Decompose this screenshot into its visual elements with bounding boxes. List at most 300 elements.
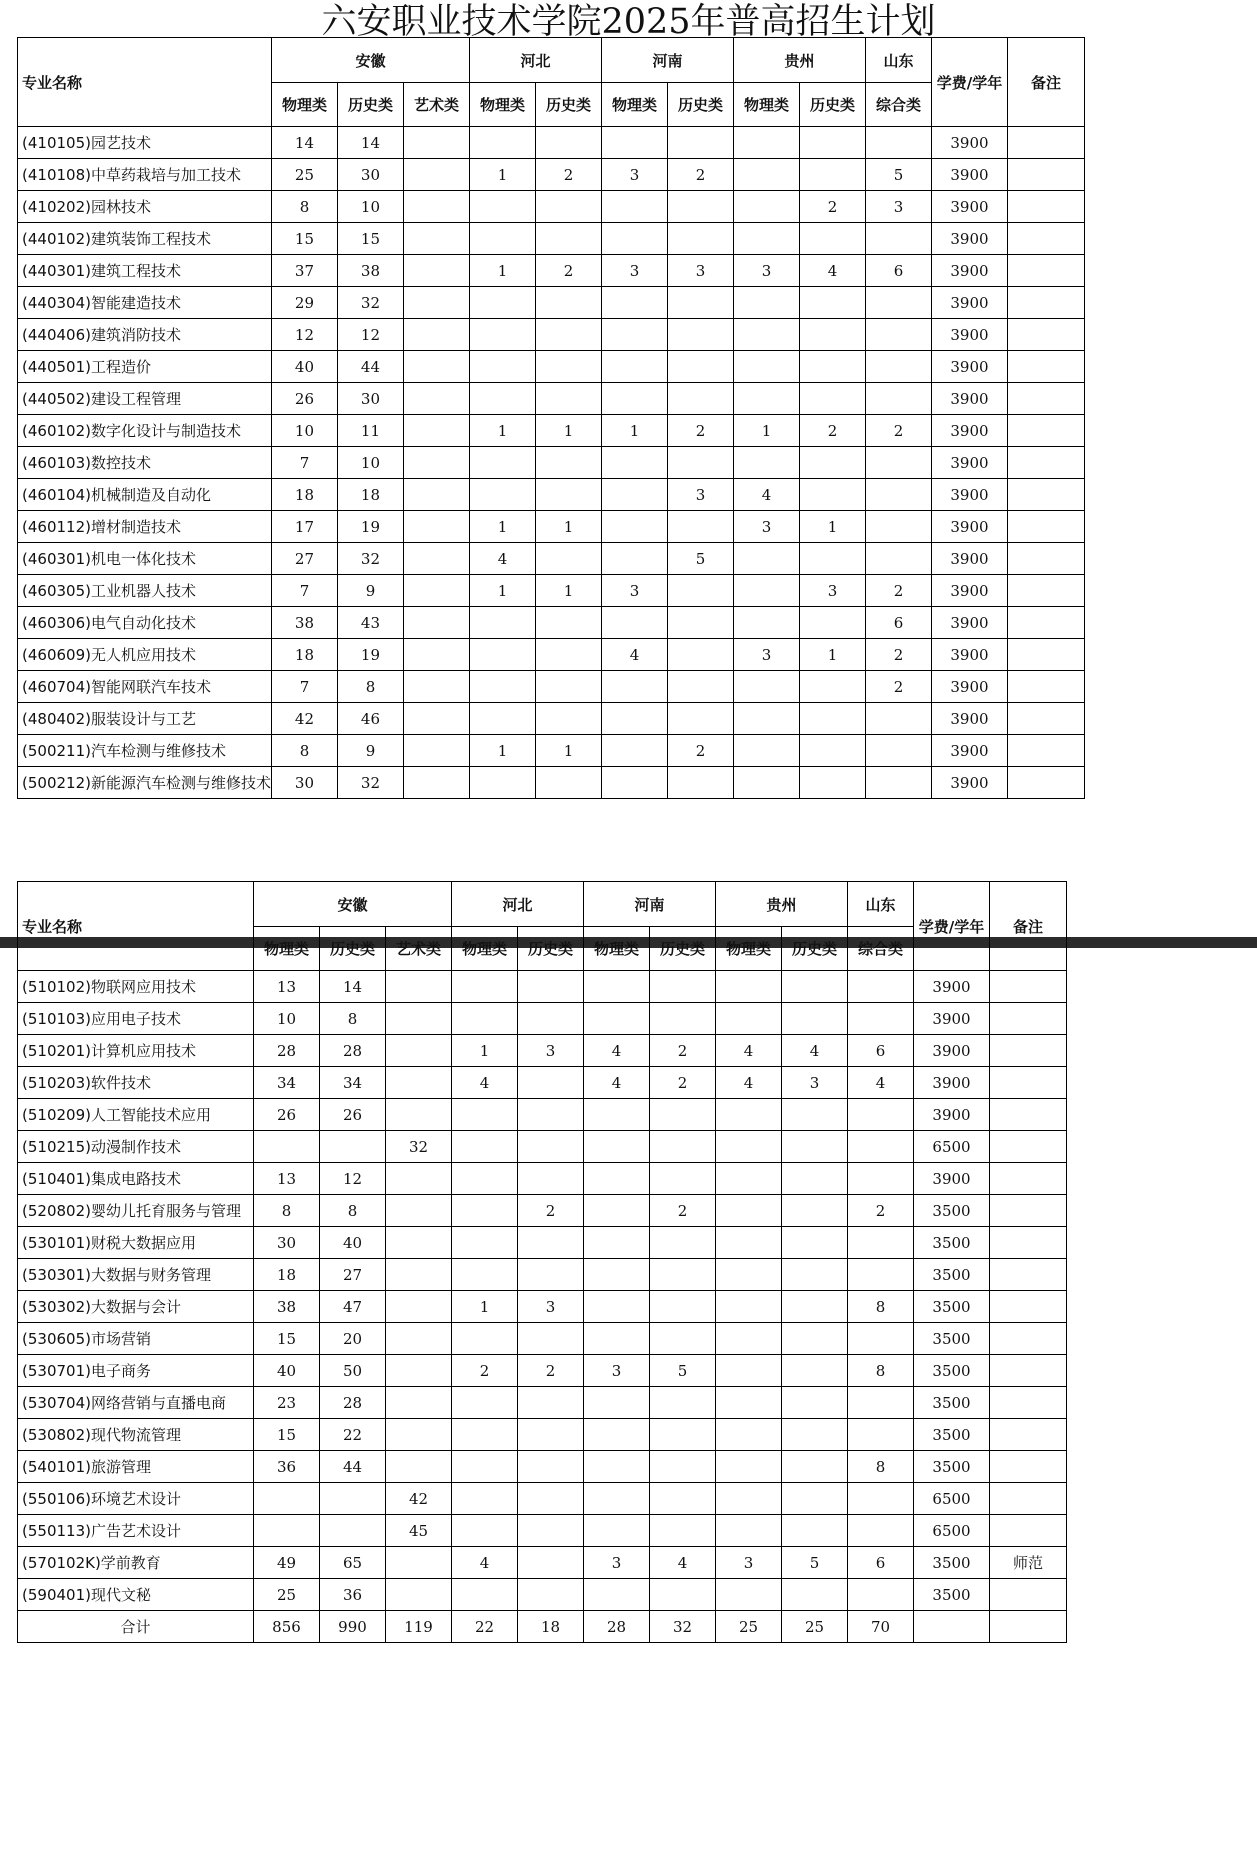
quota-cell — [782, 971, 848, 1003]
quota-cell — [601, 511, 667, 543]
quota-cell — [733, 383, 799, 415]
quota-cell — [782, 1387, 848, 1419]
remark-cell — [990, 1067, 1067, 1099]
major-name-cell: (460301)机电一体化技术 — [18, 543, 272, 575]
quota-cell: 2 — [667, 415, 733, 447]
quota-cell — [469, 607, 535, 639]
quota-cell: 2 — [799, 191, 865, 223]
quota-cell: 27 — [271, 543, 337, 575]
table-row — [18, 671, 1085, 703]
quota-cell: 3 — [601, 159, 667, 191]
quota-cell — [733, 159, 799, 191]
quota-cell: 17 — [271, 511, 337, 543]
remark-cell — [1007, 767, 1084, 799]
quota-cell — [865, 127, 931, 159]
quota-cell — [782, 1483, 848, 1515]
quota-cell — [403, 383, 469, 415]
quota-cell — [799, 223, 865, 255]
quota-cell — [733, 543, 799, 575]
quota-cell: 3 — [601, 575, 667, 607]
quota-cell: 2 — [865, 671, 931, 703]
quota-cell: 13 — [254, 971, 320, 1003]
quota-cell — [848, 1259, 914, 1291]
quota-cell: 37 — [271, 255, 337, 287]
quota-cell: 8 — [271, 735, 337, 767]
major-name-cell: (460104)机械制造及自动化 — [18, 479, 272, 511]
quota-cell: 18 — [271, 479, 337, 511]
quota-cell — [865, 767, 931, 799]
quota-cell — [403, 735, 469, 767]
quota-cell — [469, 671, 535, 703]
quota-cell — [469, 287, 535, 319]
quota-cell — [601, 319, 667, 351]
quota-cell — [650, 1099, 716, 1131]
quota-cell — [650, 1451, 716, 1483]
header-category: 历史类 — [667, 83, 733, 127]
quota-cell — [403, 127, 469, 159]
remark-cell — [990, 1515, 1067, 1547]
quota-cell — [782, 1131, 848, 1163]
quota-cell — [584, 1579, 650, 1611]
quota-cell — [469, 319, 535, 351]
tuition-cell: 3900 — [931, 319, 1007, 351]
quota-cell: 8 — [337, 671, 403, 703]
quota-cell: 30 — [337, 159, 403, 191]
quota-cell: 12 — [337, 319, 403, 351]
remark-cell — [1007, 223, 1084, 255]
quota-cell — [535, 287, 601, 319]
major-name-cell: (460609)无人机应用技术 — [18, 639, 272, 671]
tuition-cell: 3900 — [931, 191, 1007, 223]
table-row — [18, 479, 1085, 511]
table-row — [18, 351, 1085, 383]
header-category: 物理类 — [254, 927, 320, 971]
total-cell: 18 — [518, 1611, 584, 1643]
header-province: 贵州 — [733, 38, 865, 83]
quota-cell: 36 — [254, 1451, 320, 1483]
quota-cell — [386, 1067, 452, 1099]
quota-cell: 15 — [254, 1323, 320, 1355]
quota-cell — [733, 575, 799, 607]
header-province: 安徽 — [271, 38, 469, 83]
quota-cell: 8 — [320, 1003, 386, 1035]
major-name-cell: (410202)园林技术 — [18, 191, 272, 223]
header-tuition: 学费/学年 — [914, 882, 990, 971]
remark-cell — [990, 1163, 1067, 1195]
major-name-cell: (440102)建筑装饰工程技术 — [18, 223, 272, 255]
quota-cell — [650, 971, 716, 1003]
quota-cell — [716, 1131, 782, 1163]
tuition-cell: 3500 — [914, 1259, 990, 1291]
quota-cell — [452, 1323, 518, 1355]
quota-cell — [650, 1131, 716, 1163]
header-category: 物理类 — [601, 83, 667, 127]
quota-cell: 9 — [337, 575, 403, 607]
quota-cell: 32 — [386, 1131, 452, 1163]
total-cell: 856 — [254, 1611, 320, 1643]
quota-cell: 20 — [320, 1323, 386, 1355]
tuition-cell: 3900 — [931, 671, 1007, 703]
quota-cell — [799, 671, 865, 703]
quota-cell — [518, 1547, 584, 1579]
major-name-cell: (530301)大数据与财务管理 — [18, 1259, 254, 1291]
major-name-cell: (550106)环境艺术设计 — [18, 1483, 254, 1515]
quota-cell: 2 — [865, 415, 931, 447]
quota-cell: 10 — [271, 415, 337, 447]
quota-cell — [584, 1323, 650, 1355]
major-name-cell: (520802)婴幼儿托育服务与管理 — [18, 1195, 254, 1227]
quota-cell: 26 — [320, 1099, 386, 1131]
quota-cell — [782, 1451, 848, 1483]
quota-cell — [865, 479, 931, 511]
quota-cell: 8 — [848, 1355, 914, 1387]
total-cell: 22 — [452, 1611, 518, 1643]
quota-cell — [518, 1003, 584, 1035]
quota-cell — [518, 1451, 584, 1483]
quota-cell — [848, 1163, 914, 1195]
major-name-cell: (570102K)学前教育 — [18, 1547, 254, 1579]
table-row — [18, 511, 1085, 543]
tuition-cell: 3900 — [931, 287, 1007, 319]
major-name-cell: (510102)物联网应用技术 — [18, 971, 254, 1003]
quota-cell — [452, 1259, 518, 1291]
quota-cell: 2 — [799, 415, 865, 447]
quota-cell — [799, 703, 865, 735]
remark-cell — [1007, 479, 1084, 511]
quota-cell: 47 — [320, 1291, 386, 1323]
tuition-cell: 3500 — [914, 1419, 990, 1451]
quota-cell: 3 — [733, 255, 799, 287]
tuition-cell: 3500 — [914, 1227, 990, 1259]
quota-cell — [403, 575, 469, 607]
table-row — [18, 1355, 1067, 1387]
quota-cell: 8 — [271, 191, 337, 223]
quota-cell — [848, 1131, 914, 1163]
quota-cell — [386, 1099, 452, 1131]
tuition-cell: 6500 — [914, 1131, 990, 1163]
quota-cell — [733, 127, 799, 159]
tuition-cell: 3500 — [914, 1291, 990, 1323]
quota-cell: 13 — [254, 1163, 320, 1195]
quota-cell — [667, 671, 733, 703]
quota-cell — [799, 479, 865, 511]
quota-cell: 43 — [337, 607, 403, 639]
tuition-cell: 3900 — [914, 1003, 990, 1035]
quota-cell — [469, 383, 535, 415]
quota-cell: 14 — [271, 127, 337, 159]
quota-cell — [469, 479, 535, 511]
quota-cell: 3 — [584, 1547, 650, 1579]
quota-cell: 38 — [337, 255, 403, 287]
tuition-cell: 3900 — [931, 223, 1007, 255]
quota-cell — [601, 543, 667, 575]
quota-cell — [733, 223, 799, 255]
quota-cell — [535, 479, 601, 511]
remark-cell — [1007, 415, 1084, 447]
quota-cell — [403, 671, 469, 703]
quota-cell: 15 — [254, 1419, 320, 1451]
quota-cell — [601, 671, 667, 703]
quota-cell — [403, 287, 469, 319]
quota-cell: 7 — [271, 447, 337, 479]
quota-cell — [584, 1419, 650, 1451]
tuition-cell: 3500 — [914, 1579, 990, 1611]
major-name-cell: (510215)动漫制作技术 — [18, 1131, 254, 1163]
quota-cell — [584, 1387, 650, 1419]
total-cell: 25 — [782, 1611, 848, 1643]
quota-cell — [535, 767, 601, 799]
quota-cell — [865, 223, 931, 255]
table-row — [18, 607, 1085, 639]
header-major-name: 专业名称 — [18, 882, 254, 971]
major-name-cell: (550113)广告艺术设计 — [18, 1515, 254, 1547]
quota-cell: 26 — [254, 1099, 320, 1131]
quota-cell: 1 — [469, 575, 535, 607]
quota-cell — [403, 703, 469, 735]
tuition-cell: 3500 — [914, 1323, 990, 1355]
quota-cell: 2 — [865, 575, 931, 607]
quota-cell — [601, 767, 667, 799]
quota-cell — [452, 1579, 518, 1611]
tuition-cell: 3900 — [931, 383, 1007, 415]
quota-cell: 10 — [337, 447, 403, 479]
major-name-cell: (440502)建设工程管理 — [18, 383, 272, 415]
quota-cell — [782, 1227, 848, 1259]
quota-cell — [584, 1291, 650, 1323]
quota-cell — [848, 1387, 914, 1419]
quota-cell: 4 — [716, 1035, 782, 1067]
quota-cell — [469, 703, 535, 735]
table-row — [18, 383, 1085, 415]
total-cell: 28 — [584, 1611, 650, 1643]
table-row — [18, 703, 1085, 735]
quota-cell — [848, 971, 914, 1003]
header-category: 物理类 — [584, 927, 650, 971]
quota-cell: 6 — [865, 607, 931, 639]
major-name-cell: (410108)中草药栽培与加工技术 — [18, 159, 272, 191]
major-name-cell: (510103)应用电子技术 — [18, 1003, 254, 1035]
quota-cell — [584, 1163, 650, 1195]
header-row-provinces — [18, 38, 1085, 83]
quota-cell: 28 — [320, 1035, 386, 1067]
header-province: 河北 — [469, 38, 601, 83]
quota-cell: 50 — [320, 1355, 386, 1387]
tuition-cell: 3900 — [931, 447, 1007, 479]
header-province: 安徽 — [254, 882, 452, 927]
quota-cell: 27 — [320, 1259, 386, 1291]
header-category: 综合类 — [865, 83, 931, 127]
quota-cell — [518, 1419, 584, 1451]
remark-cell — [990, 1579, 1067, 1611]
quota-cell — [469, 767, 535, 799]
tuition-cell: 3500 — [914, 1355, 990, 1387]
table-row — [18, 255, 1085, 287]
quota-cell — [584, 1195, 650, 1227]
quota-cell — [584, 971, 650, 1003]
quota-cell — [452, 1515, 518, 1547]
table-row — [18, 159, 1085, 191]
quota-cell: 4 — [452, 1547, 518, 1579]
quota-cell: 38 — [254, 1291, 320, 1323]
tuition-cell: 3900 — [931, 511, 1007, 543]
quota-cell: 9 — [337, 735, 403, 767]
tuition-cell: 3900 — [931, 415, 1007, 447]
quota-cell: 3 — [733, 511, 799, 543]
quota-cell — [733, 703, 799, 735]
table-row — [18, 191, 1085, 223]
major-name-cell: (460112)增材制造技术 — [18, 511, 272, 543]
table-row — [18, 319, 1085, 351]
header-category: 物理类 — [733, 83, 799, 127]
quota-cell — [782, 1099, 848, 1131]
tuition-cell: 3900 — [931, 639, 1007, 671]
table-row — [18, 1483, 1067, 1515]
header-category: 艺术类 — [403, 83, 469, 127]
major-name-cell: (540101)旅游管理 — [18, 1451, 254, 1483]
quota-cell: 34 — [320, 1067, 386, 1099]
quota-cell — [667, 351, 733, 383]
quota-cell — [799, 159, 865, 191]
total-cell: 990 — [320, 1611, 386, 1643]
remark-cell — [1007, 671, 1084, 703]
quota-cell — [452, 1419, 518, 1451]
quota-cell: 2 — [650, 1067, 716, 1099]
quota-cell — [452, 971, 518, 1003]
quota-cell — [535, 191, 601, 223]
table-row — [18, 575, 1085, 607]
remark-cell — [1007, 255, 1084, 287]
quota-cell: 8 — [254, 1195, 320, 1227]
header-category: 历史类 — [535, 83, 601, 127]
quota-cell: 4 — [782, 1035, 848, 1067]
quota-cell — [782, 1291, 848, 1323]
quota-cell — [865, 383, 931, 415]
quota-cell — [601, 287, 667, 319]
table-row — [18, 447, 1085, 479]
total-label: 合计 — [18, 1611, 254, 1643]
major-name-cell: (510209)人工智能技术应用 — [18, 1099, 254, 1131]
quota-cell: 1 — [535, 735, 601, 767]
quota-cell: 1 — [535, 415, 601, 447]
quota-cell — [865, 543, 931, 575]
quota-cell: 5 — [667, 543, 733, 575]
quota-cell — [667, 383, 733, 415]
remark-cell — [1007, 351, 1084, 383]
total-cell — [990, 1611, 1067, 1643]
quota-cell — [799, 127, 865, 159]
quota-cell: 1 — [469, 255, 535, 287]
quota-cell: 19 — [337, 639, 403, 671]
quota-cell — [452, 1387, 518, 1419]
header-category: 物理类 — [716, 927, 782, 971]
quota-cell: 18 — [254, 1259, 320, 1291]
quota-cell — [518, 1227, 584, 1259]
quota-cell — [799, 319, 865, 351]
quota-cell: 44 — [320, 1451, 386, 1483]
quota-cell — [650, 1291, 716, 1323]
quota-cell — [518, 1387, 584, 1419]
quota-cell: 6 — [848, 1547, 914, 1579]
major-name-cell: (480402)服装设计与工艺 — [18, 703, 272, 735]
quota-cell: 5 — [650, 1355, 716, 1387]
quota-cell — [865, 447, 931, 479]
quota-cell — [518, 971, 584, 1003]
quota-cell — [799, 767, 865, 799]
quota-cell: 36 — [320, 1579, 386, 1611]
quota-cell — [667, 319, 733, 351]
quota-cell — [782, 1579, 848, 1611]
quota-cell: 1 — [799, 639, 865, 671]
remark-cell — [990, 1259, 1067, 1291]
quota-cell: 6 — [848, 1035, 914, 1067]
tuition-cell: 3500 — [914, 1451, 990, 1483]
quota-cell — [782, 1419, 848, 1451]
quota-cell: 30 — [271, 767, 337, 799]
tuition-cell: 3900 — [914, 1163, 990, 1195]
header-row-provinces — [18, 882, 1067, 927]
quota-cell — [865, 287, 931, 319]
quota-cell — [452, 1163, 518, 1195]
quota-cell — [403, 511, 469, 543]
remark-cell — [1007, 447, 1084, 479]
quota-cell — [733, 671, 799, 703]
quota-cell — [518, 1131, 584, 1163]
remark-cell — [990, 971, 1067, 1003]
quota-cell: 10 — [254, 1003, 320, 1035]
quota-cell — [799, 607, 865, 639]
quota-cell — [403, 543, 469, 575]
total-cell: 32 — [650, 1611, 716, 1643]
quota-cell: 32 — [337, 767, 403, 799]
tuition-cell: 3900 — [931, 735, 1007, 767]
quota-cell: 15 — [271, 223, 337, 255]
quota-cell: 10 — [337, 191, 403, 223]
quota-cell — [386, 1547, 452, 1579]
quota-cell: 1 — [469, 415, 535, 447]
quota-cell: 3 — [716, 1547, 782, 1579]
remark-cell — [990, 1035, 1067, 1067]
major-name-cell: (500211)汽车检测与维修技术 — [18, 735, 272, 767]
table-row — [18, 1099, 1067, 1131]
quota-cell: 2 — [667, 159, 733, 191]
major-name-cell: (590401)现代文秘 — [18, 1579, 254, 1611]
quota-cell — [386, 1035, 452, 1067]
quota-cell — [469, 447, 535, 479]
quota-cell: 4 — [799, 255, 865, 287]
table-row — [18, 1323, 1067, 1355]
header-category: 历史类 — [518, 927, 584, 971]
quota-cell: 3 — [518, 1035, 584, 1067]
quota-cell — [518, 1515, 584, 1547]
quota-cell — [403, 415, 469, 447]
quota-cell: 40 — [254, 1355, 320, 1387]
major-name-cell: (530101)财税大数据应用 — [18, 1227, 254, 1259]
quota-cell — [650, 1483, 716, 1515]
quota-cell — [782, 1259, 848, 1291]
quota-cell: 4 — [469, 543, 535, 575]
quota-cell — [733, 735, 799, 767]
quota-cell — [782, 1003, 848, 1035]
quota-cell — [799, 447, 865, 479]
quota-cell — [452, 1227, 518, 1259]
quota-cell: 2 — [535, 255, 601, 287]
quota-cell — [716, 1099, 782, 1131]
header-category: 历史类 — [320, 927, 386, 971]
major-name-cell: (410105)园艺技术 — [18, 127, 272, 159]
quota-cell — [584, 1483, 650, 1515]
header-category: 物理类 — [452, 927, 518, 971]
quota-cell: 42 — [386, 1483, 452, 1515]
